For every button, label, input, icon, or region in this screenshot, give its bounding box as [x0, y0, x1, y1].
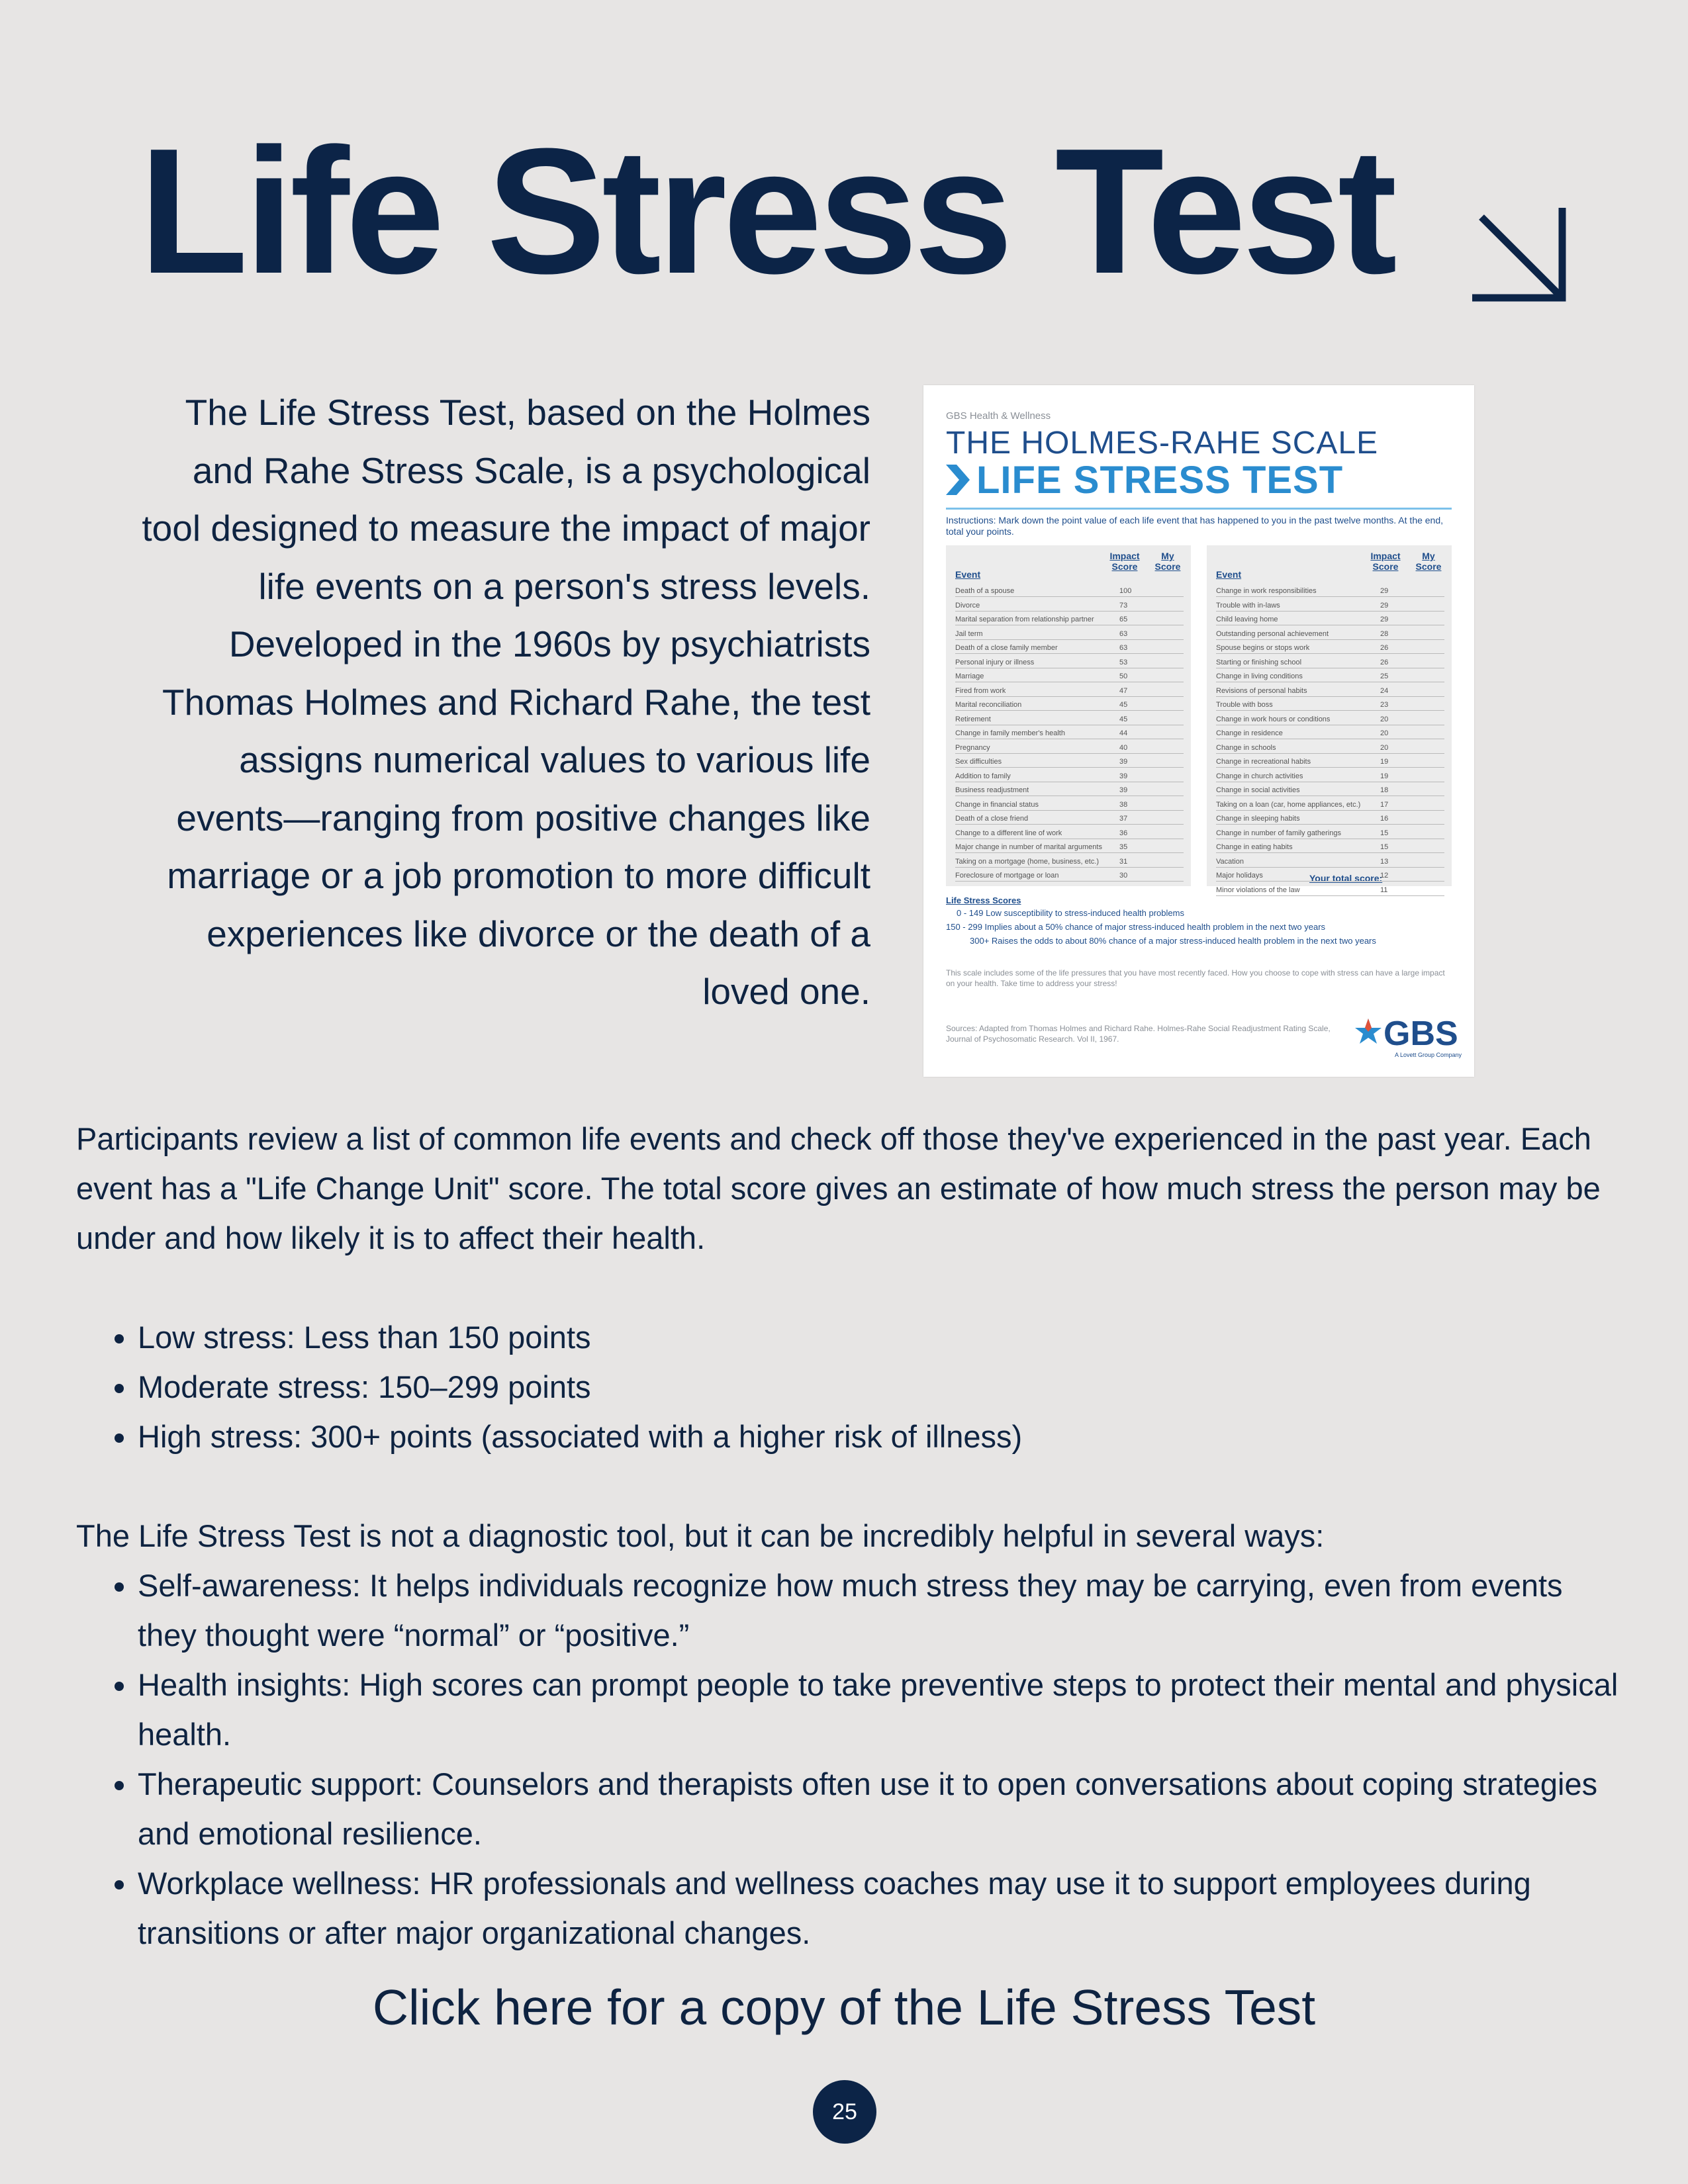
event-impact-score: 63	[1119, 644, 1128, 652]
event-impact-score: 25	[1380, 672, 1389, 680]
event-header: Event	[1216, 569, 1242, 580]
copy-link[interactable]: Click here for a copy of the Life Stress Test	[372, 1979, 1316, 2035]
event-impact-score: 29	[1380, 601, 1389, 610]
event-impact-score: 63	[1119, 629, 1128, 638]
worksheet-event-row	[1216, 658, 1444, 668]
event-impact-score: 15	[1380, 843, 1389, 851]
worksheet-brand: GBS Health & Wellness	[946, 410, 1051, 422]
event-name: Trouble with boss	[1216, 701, 1273, 709]
my-score-header: My Score	[1154, 551, 1181, 572]
event-name: Change in sleeping habits	[1216, 815, 1300, 823]
event-name: Marital separation from relationship partner	[955, 615, 1094, 623]
worksheet-event-row	[1216, 586, 1444, 597]
event-impact-score: 12	[1380, 872, 1389, 880]
total-score-label: Your total score:	[1309, 873, 1383, 884]
worksheet-event-row	[955, 842, 1184, 853]
worksheet-event-row	[1216, 700, 1444, 711]
event-impact-score: 44	[1119, 729, 1128, 737]
worksheet-event-row	[955, 672, 1184, 682]
event-name: Jail term	[955, 629, 983, 638]
chevron-right-icon	[946, 465, 970, 495]
worksheet-right-column	[1207, 545, 1452, 894]
event-name: Death of a spouse	[955, 587, 1015, 595]
page-number-badge: 25	[813, 2080, 876, 2144]
event-name: Change to a different line of work	[955, 829, 1062, 837]
arrow-down-right-icon	[1470, 205, 1575, 311]
worksheet-event-row	[955, 658, 1184, 668]
event-name: Minor violations of the law	[1216, 886, 1300, 894]
worksheet-event-row	[955, 772, 1184, 782]
event-name: Fired from work	[955, 686, 1006, 695]
worksheet-event-row	[1216, 842, 1444, 853]
event-impact-score: 30	[1119, 872, 1128, 880]
event-impact-score: 35	[1119, 843, 1128, 851]
event-impact-score: 31	[1119, 857, 1128, 866]
worksheet-event-row	[955, 786, 1184, 796]
worksheet-title-line2: LIFE STRESS TEST	[976, 459, 1344, 502]
event-impact-score: 36	[1119, 829, 1128, 837]
event-impact-score: 29	[1380, 587, 1389, 595]
event-name: Major change in number of marital arguments	[955, 843, 1102, 851]
worksheet-event-row	[955, 814, 1184, 825]
event-impact-score: 24	[1380, 686, 1389, 695]
score-levels-list	[76, 1312, 1627, 1461]
event-impact-score: 17	[1380, 800, 1389, 809]
worksheet-event-row	[1216, 786, 1444, 796]
worksheet-event-row	[955, 643, 1184, 654]
worksheet-event-row	[1216, 615, 1444, 625]
event-impact-score: 16	[1380, 815, 1389, 823]
worksheet-event-row	[1216, 800, 1444, 811]
worksheet-event-row	[1216, 814, 1444, 825]
event-name: Addition to family	[955, 772, 1011, 780]
event-impact-score: 65	[1119, 615, 1128, 623]
worksheet-event-row	[955, 615, 1184, 625]
event-impact-score: 28	[1380, 629, 1389, 638]
event-impact-score: 19	[1380, 758, 1389, 766]
event-impact-score: 15	[1380, 829, 1389, 837]
event-name: Change in work responsibilities	[1216, 587, 1317, 595]
event-impact-score: 11	[1380, 886, 1388, 894]
worksheet-event-row	[1216, 757, 1444, 768]
worksheet-event-row	[955, 857, 1184, 868]
score-range: 0 - 149 Low susceptibility to stress-induced health problems	[957, 908, 1184, 918]
event-impact-score: 45	[1119, 701, 1128, 709]
event-name: Pregnancy	[955, 743, 990, 752]
worksheet-event-row	[1216, 672, 1444, 682]
worksheet-event-row	[955, 629, 1184, 640]
event-name: Death of a close friend	[955, 815, 1029, 823]
event-impact-score: 19	[1380, 772, 1389, 780]
event-name: Business readjustment	[955, 786, 1029, 794]
event-name: Spouse begins or stops work	[1216, 644, 1310, 652]
worksheet-event-row	[955, 743, 1184, 754]
uses-list	[76, 1561, 1627, 1958]
event-name: Child leaving home	[1216, 615, 1278, 623]
scores-heading: Life Stress Scores	[946, 895, 1021, 905]
event-impact-score: 26	[1380, 658, 1389, 666]
event-impact-score: 53	[1119, 658, 1128, 666]
event-impact-score: 39	[1119, 786, 1128, 794]
event-name: Major holidays	[1216, 872, 1263, 880]
star-logo-icon	[1354, 1017, 1383, 1046]
worksheet-rule	[946, 508, 1452, 510]
worksheet-instructions: Instructions: Mark down the point value of each life event that has happened to you in the past twelve months. At the end, total your points.	[946, 515, 1444, 537]
event-name: Change in schools	[1216, 743, 1276, 752]
worksheet-event-row	[1216, 601, 1444, 612]
worksheet-event-row	[955, 586, 1184, 597]
event-impact-score: 39	[1119, 758, 1128, 766]
event-impact-score: 26	[1380, 644, 1389, 652]
event-name: Change in number of family gatherings	[1216, 829, 1341, 837]
event-name: Sex difficulties	[955, 758, 1002, 766]
event-impact-score: 38	[1119, 800, 1128, 809]
event-name: Change in work hours or conditions	[1216, 715, 1331, 723]
event-impact-score: 37	[1119, 815, 1128, 823]
event-name: Retirement	[955, 715, 991, 723]
event-impact-score: 45	[1119, 715, 1128, 723]
worksheet-event-row	[955, 800, 1184, 811]
worksheet-thumbnail	[923, 385, 1474, 1077]
score-range: 150 - 299 Implies about a 50% chance of major stress-induced health problem in the next two years	[946, 922, 1326, 932]
event-name: Marriage	[955, 672, 984, 680]
event-header: Event	[955, 569, 981, 580]
event-name: Marital reconciliation	[955, 701, 1022, 709]
event-name: Outstanding personal achievement	[1216, 629, 1329, 638]
event-impact-score: 73	[1119, 601, 1128, 610]
uses-intro-paragraph: The Life Stress Test is not a diagnostic tool, but it can be incredibly helpful in several ways:	[76, 1518, 1325, 1553]
worksheet-event-row	[1216, 871, 1444, 882]
worksheet-title-line1: THE HOLMES-RAHE SCALE	[946, 426, 1379, 461]
worksheet-event-row	[955, 601, 1184, 612]
event-impact-score: 20	[1380, 729, 1389, 737]
event-impact-score: 47	[1119, 686, 1128, 695]
worksheet-event-row	[1216, 829, 1444, 839]
event-impact-score: 40	[1119, 743, 1128, 752]
participants-paragraph: Participants review a list of common life events and check off those they've experienced in the past year. Each event has a "Life Change Unit" score. The total score gives an estimate of how much stress the person may be under and how likely it is to affect their health.	[76, 1121, 1601, 1255]
worksheet-event-row	[955, 871, 1184, 882]
list-item: • Workplace wellness: HR professionals and wellness coaches may use it to support employees during transitions or after major organizational changes.	[138, 1858, 1627, 1958]
worksheet-event-row	[1216, 643, 1444, 654]
worksheet-event-row	[955, 715, 1184, 725]
intro-paragraph: The Life Stress Test, based on the Holmes and Rahe Stress Scale, is a psychological tool designed to measure the impact of major life events on a person's stress levels. Developed in the 1960s by psychiatrists Thomas Holmes and Richard Rahe, the test assigns numerical values to various life events—ranging from positive changes like marriage or a job promotion to more difficult experiences like divorce or the death of a loved one.	[142, 392, 870, 1012]
worksheet-event-row	[955, 686, 1184, 697]
gbs-logo-subtitle: A Lovett Group Company	[1395, 1052, 1462, 1058]
worksheet-event-row	[1216, 686, 1444, 697]
event-impact-score: 23	[1380, 701, 1389, 709]
worksheet-note: This scale includes some of the life pressures that you have most recently faced. How you choose to cope with stress can have a large impact on your health. Take time to address your stress!	[946, 968, 1445, 988]
event-name: Change in social activities	[1216, 786, 1300, 794]
event-impact-score: 29	[1380, 615, 1389, 623]
list-item: • High stress: 300+ points (associated with a higher risk of illness)	[138, 1412, 1627, 1461]
worksheet-event-row	[955, 729, 1184, 739]
event-name: Change in residence	[1216, 729, 1283, 737]
event-name: Change in family member's health	[955, 729, 1065, 737]
event-impact-score: 100	[1119, 587, 1132, 595]
event-name: Divorce	[955, 601, 980, 610]
event-name: Vacation	[1216, 857, 1244, 866]
my-score-header: My Score	[1415, 551, 1442, 572]
worksheet-event-row	[1216, 629, 1444, 640]
page-title: Life Stress Test	[139, 112, 1393, 311]
event-impact-score: 20	[1380, 715, 1389, 723]
worksheet-event-row	[955, 700, 1184, 711]
worksheet-sources: Sources: Adapted from Thomas Holmes and Richard Rahe. Holmes-Rahe Social Readjustment Rating Scale, Journal of Psychosomatic Research. Vol II, 1967.	[946, 1024, 1331, 1044]
impact-header: Impact Score	[1109, 551, 1140, 572]
event-name: Change in recreational habits	[1216, 758, 1311, 766]
worksheet-left-column	[946, 545, 1191, 886]
list-item: • Therapeutic support: Counselors and therapists often use it to open conversations about coping strategies and emotional resilience.	[138, 1759, 1627, 1858]
event-name: Foreclosure of mortgage or loan	[955, 872, 1059, 880]
gbs-logo: GBS	[1383, 1015, 1458, 1053]
event-impact-score: 50	[1119, 672, 1128, 680]
event-name: Taking on a mortgage (home, business, etc.)	[955, 857, 1100, 866]
event-name: Death of a close family member	[955, 644, 1058, 652]
event-name: Trouble with in-laws	[1216, 601, 1280, 610]
event-name: Change in eating habits	[1216, 843, 1293, 851]
event-name: Change in financial status	[955, 800, 1039, 809]
list-item: • Low stress: Less than 150 points	[138, 1312, 1627, 1362]
impact-header: Impact Score	[1370, 551, 1401, 572]
event-name: Taking on a loan (car, home appliances, etc.)	[1216, 800, 1361, 809]
score-range: 300+ Raises the odds to about 80% chance of a major stress-induced health problem in the next two years	[970, 936, 1376, 946]
worksheet-event-row	[1216, 729, 1444, 739]
worksheet-event-row	[1216, 743, 1444, 754]
worksheet-event-row	[1216, 857, 1444, 868]
event-name: Starting or finishing school	[1216, 658, 1302, 666]
worksheet-event-row	[955, 757, 1184, 768]
event-name: Revisions of personal habits	[1216, 686, 1307, 695]
event-name: Personal injury or illness	[955, 658, 1035, 666]
list-item: • Self-awareness: It helps individuals recognize how much stress they may be carrying, even from events they thought were “normal” or “positive.”	[138, 1561, 1627, 1660]
event-impact-score: 39	[1119, 772, 1128, 780]
event-impact-score: 18	[1380, 786, 1389, 794]
worksheet-event-row	[1216, 715, 1444, 725]
list-item: • Moderate stress: 150–299 points	[138, 1362, 1627, 1412]
event-name: Change in living conditions	[1216, 672, 1303, 680]
worksheet-event-row	[955, 829, 1184, 839]
worksheet-event-row	[1216, 886, 1444, 896]
event-impact-score: 13	[1380, 857, 1389, 866]
worksheet-event-row	[1216, 772, 1444, 782]
list-item: • Health insights: High scores can prompt people to take preventive steps to protect their mental and physical health.	[138, 1660, 1627, 1759]
event-name: Change in church activities	[1216, 772, 1303, 780]
event-impact-score: 20	[1380, 743, 1389, 752]
